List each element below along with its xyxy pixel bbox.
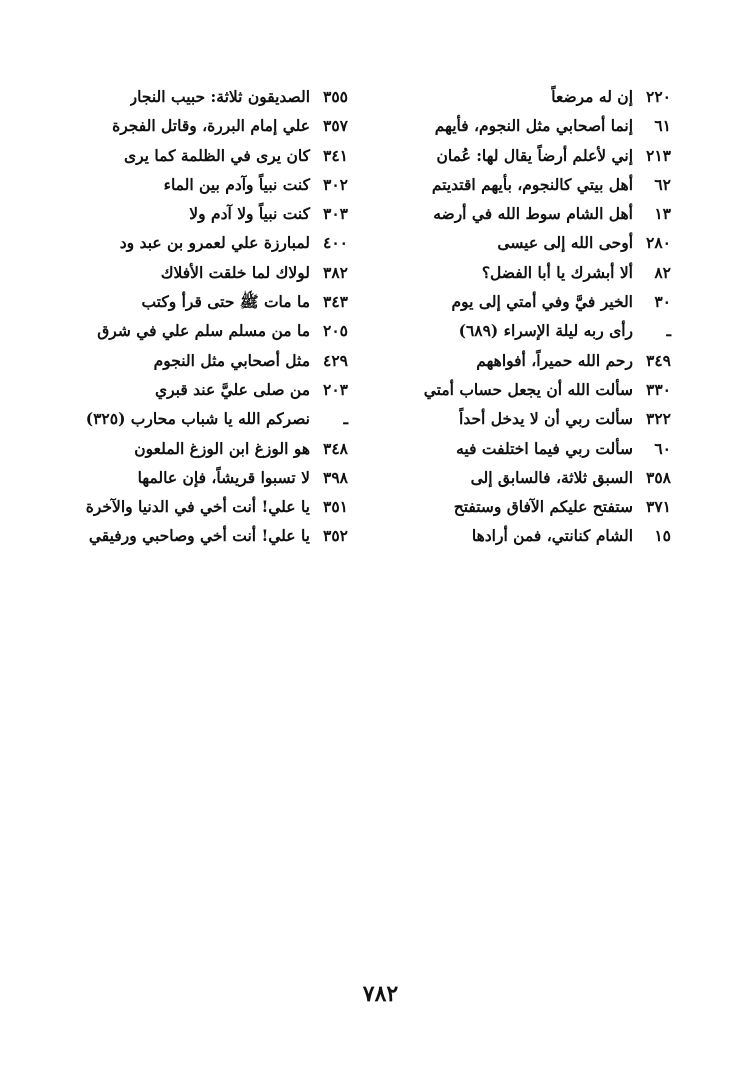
index-entry xyxy=(386,346,671,375)
entry-text: سألت الله أن يجعل حساب أمتي xyxy=(423,379,633,399)
index-entry xyxy=(386,492,671,521)
index-entry xyxy=(386,434,671,463)
entry-text: كان يرى في الظلمة كما يرى xyxy=(124,145,310,165)
entry-page-number: ٦٢ xyxy=(654,174,671,194)
entry-page-number: ٢٠٥ xyxy=(323,321,348,341)
index-entry xyxy=(48,82,348,111)
entry-page-number: ٣٠٢ xyxy=(323,174,348,194)
index-entry xyxy=(386,521,671,550)
entry-text: لا تسبوا قريشاً، فإن عالمها xyxy=(137,467,310,487)
entry-text: رحم الله حميراً، أفواههم xyxy=(476,350,633,370)
index-entry xyxy=(48,521,348,550)
entry-page-number: ٨٢ xyxy=(654,262,671,282)
index-entry xyxy=(386,111,671,140)
entry-text: علي إمام البررة، وقاتل الفجرة xyxy=(112,116,310,136)
entry-text: لولاك لما خلقت الأفلاك xyxy=(160,262,310,282)
index-entry xyxy=(386,375,671,404)
entry-text: كنت نبياً وآدم بين الماء xyxy=(163,174,310,194)
index-entry xyxy=(386,316,671,345)
entry-page-number: ٤٢٩ xyxy=(323,350,348,370)
index-entry xyxy=(48,141,348,170)
index-entry xyxy=(386,258,671,287)
entry-page-number: ٣٩٨ xyxy=(323,467,348,487)
index-entry xyxy=(386,199,671,228)
entry-page-number: ٣٤٣ xyxy=(323,292,348,312)
entry-text: أهل بيتي كالنجوم، بأيهم اقتديتم xyxy=(431,174,633,194)
entry-page-number: ٣٣٠ xyxy=(646,379,671,399)
entry-text: الشام كنانتي، فمن أرادها xyxy=(471,526,633,546)
entry-text: ما من مسلم سلم علي في شرق xyxy=(97,321,310,341)
index-entry xyxy=(386,82,671,111)
index-entry xyxy=(48,287,348,316)
index-entry xyxy=(48,228,348,257)
entry-text: الخير فيَّ وفي أمتي إلى يوم xyxy=(451,292,633,312)
index-entry xyxy=(48,492,348,521)
entry-page-number: ٣٠٣ xyxy=(323,204,348,224)
entry-text: يا علي! أنت أخي في الدنيا والآخرة xyxy=(85,497,310,517)
entry-text: الصديقون ثلاثة: حبيب النجار xyxy=(129,87,310,106)
entry-page-number: ١٣ xyxy=(654,204,671,224)
index-entry xyxy=(48,199,348,228)
entry-text: السبق ثلاثة، فالسابق إلى xyxy=(470,467,633,487)
index-entry xyxy=(386,170,671,199)
index-entry xyxy=(386,404,671,433)
index-entry xyxy=(48,404,348,433)
index-column-left xyxy=(48,82,348,551)
entry-page-number: ٢٠٣ xyxy=(323,379,348,399)
index-entry xyxy=(386,228,671,257)
entry-page-number: ٣٥١ xyxy=(323,497,348,517)
entry-text: إن له مرضعاً xyxy=(551,87,633,106)
entry-text: إني لأعلم أرضاً يقال لها: عُمان xyxy=(436,145,633,165)
index-entry xyxy=(48,346,348,375)
index-entry xyxy=(48,170,348,199)
entry-text: سألت ربي أن لا يدخل أحداً xyxy=(459,409,633,429)
index-entry xyxy=(48,258,348,287)
entry-text: إنما أصحابي مثل النجوم، فأيهم xyxy=(434,116,633,136)
index-entry xyxy=(48,434,348,463)
entry-page-number: ٣٥٥ xyxy=(323,87,348,106)
entry-page-number: ٣٤١ xyxy=(323,145,348,165)
entry-page-number: ٣٢٢ xyxy=(646,409,671,429)
index-entry xyxy=(48,316,348,345)
entry-page-number: ٢٢٠ xyxy=(646,87,671,106)
entry-text: ما مات ﷺ حتى قرأ وكتب xyxy=(141,292,310,312)
entry-text: ألا أبشرك يا أبا الفضل؟ xyxy=(481,262,633,282)
index-entry xyxy=(386,463,671,492)
entry-page-number: ٣٥٨ xyxy=(646,467,671,487)
entry-text: ستفتح عليكم الآفاق وستفتح xyxy=(453,497,633,517)
entry-text: كنت نبياً ولا آدم ولا xyxy=(189,204,310,224)
entry-text: يا علي! أنت أخي وصاحبي ورفيقي xyxy=(88,526,310,546)
entry-text: سألت ربي فيما اختلفت فيه xyxy=(456,438,633,458)
entry-page-number: ٦٠ xyxy=(654,438,671,458)
entry-text: نصركم الله يا شباب محارب (٣٢٥) xyxy=(85,409,310,429)
entry-page-number: ٢١٣ xyxy=(646,145,671,165)
entry-page-number: ٦١ xyxy=(654,116,671,136)
entry-page-number: ـ xyxy=(343,409,348,429)
index-column-right xyxy=(386,82,671,551)
index-entry xyxy=(48,111,348,140)
entry-page-number: ٣٤٩ xyxy=(646,350,671,370)
index-entry xyxy=(48,463,348,492)
entry-page-number: ٤٠٠ xyxy=(323,233,348,253)
entry-text: هو الوزغ ابن الوزغ الملعون xyxy=(134,438,310,458)
entry-text: أهل الشام سوط الله في أرضه xyxy=(433,204,633,224)
entry-page-number: ٣٨٢ xyxy=(323,262,348,282)
page-number: ٧٨٢ xyxy=(362,981,399,1007)
entry-page-number: ٣٥٢ xyxy=(323,526,348,546)
entry-text: من صلى عليَّ عند قبري xyxy=(154,379,310,399)
entry-page-number: ٣٤٨ xyxy=(323,438,348,458)
entry-text: أوحى الله إلى عيسى xyxy=(497,233,633,253)
entry-page-number: ٣٥٧ xyxy=(323,116,348,136)
index-entry xyxy=(386,287,671,316)
index-entry xyxy=(386,141,671,170)
entry-text: رأى ربه ليلة الإسراء (٦٨٩) xyxy=(458,321,633,341)
entry-text: مثل أصحابي مثل النجوم xyxy=(153,350,310,370)
entry-page-number: ٣٧١ xyxy=(646,497,671,517)
entry-page-number: ١٥ xyxy=(654,526,671,546)
entry-page-number: ٢٨٠ xyxy=(646,233,671,253)
index-entry xyxy=(48,375,348,404)
entry-page-number: ٣٠ xyxy=(654,292,671,312)
entry-text: لمبارزة علي لعمرو بن عبد ود xyxy=(119,233,310,253)
entry-page-number: ـ xyxy=(666,321,671,341)
